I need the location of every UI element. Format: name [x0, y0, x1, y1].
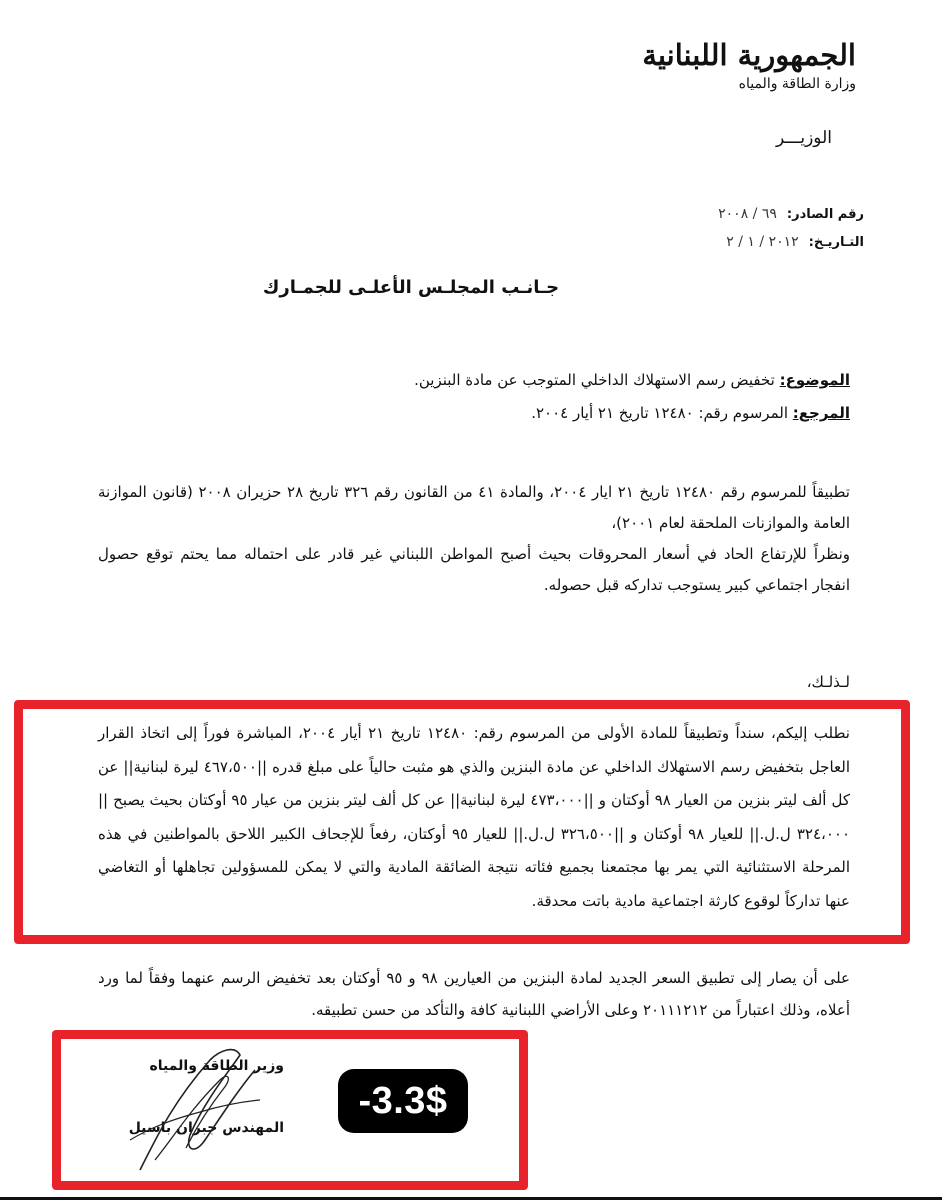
highlight-box-request	[14, 700, 910, 944]
signatory-name: المهندس جبران باسيل	[128, 1120, 284, 1136]
handwritten-signature	[120, 1040, 270, 1180]
price-reduction-badge: -3.3$	[338, 1069, 468, 1133]
closing-paragraph: على أن يصار إلى تطبيق السعر الجديد لمادة البنزين من العيارين ٩٨ و ٩٥ أوكتان بعد تخفيض الرسم عنهما وفقاً لما ورد أعلاه، وذلك اعتباراً من ٢٠١١١٢١٢ وعلى الأراضي اللبنانية كافة والتأكد من حسن تطبيقه.	[98, 969, 850, 1019]
issue-number-value: ٦٩ / ٢٠٠٨	[718, 206, 777, 222]
subject-block	[90, 364, 850, 430]
issue-number-label: رقم الصادر:	[786, 206, 864, 222]
letterhead	[636, 40, 856, 92]
subject-line	[90, 364, 850, 397]
letter-body	[98, 477, 850, 601]
body-paragraph-1: تطبيقاً للمرسوم رقم ١٢٤٨٠ تاريخ ٢١ ايار ٢٠٠٤، والمادة ٤١ من القانون رقم ٣٢٦ تاريخ ٢٨ حزيران ٢٠٠٨ (قانون الموازنة العامة والموازنات الملحقة لعام ٢٠٠١)،	[98, 483, 850, 532]
issue-number-row	[534, 200, 864, 228]
republic-name: الجمهورية اللبنانية	[642, 38, 856, 72]
ministry-name: وزارة الطاقة والمياه	[738, 75, 856, 92]
subject-text: تخفيض رسم الاستهلاك الداخلي المتوجب عن مادة البنزين.	[414, 371, 775, 389]
date-label: التـاريـخ:	[808, 234, 864, 250]
body-paragraph-2: ونظراً للإرتفاع الحاد في أسعار المحروقات بحيث أصبح المواطن اللبناني غير قادر على احتماله مما يحتم توقع حصول انفجار اجتماعي كبير يستوجب تداركه قبل حصوله.	[98, 545, 850, 594]
reference-text: المرسوم رقم: ١٢٤٨٠ تاريخ ٢١ أيار ٢٠٠٤.	[531, 404, 788, 422]
date-value: ٢٠١٢ / ١ / ٢	[726, 234, 799, 250]
request-paragraph: نطلب إليكم، سنداً وتطبيقاً للمادة الأولى من المرسوم رقم: ١٢٤٨٠ تاريخ ٢١ أيار ٢٠٠٤، المباشرة فوراً إلى اتخاذ القرار العاجل بتخفيض رسم الاستهلاك الداخلي عن مادة البنزين والذي هو مثبت حالياً على مبلغ قدره ||٤٦٧،٥٠٠ ليرة لبنانية|| عن كل ألف ليتر بنزين من العيار ٩٨ أوكتان و ||٤٧٣،٠٠٠ ليرة لبنانية|| عن كل ألف ليتر بنزين من عيار ٩٥ أوكتان بحيث يصبح ||٣٢٤،٠٠٠ ل.ل.|| للعيار ٩٨ أوكتان و ||٣٢٦،٥٠٠ ل.ل.|| للعيار ٩٥ أوكتان، رفعاً للإجحاف الكبير اللاحق بالمواطنين في هذه المرحلة الاستثنائية التي يمر بها مجتمعنا بجميع فئاته نتيجة الضائقة المادية والتي لا يمكن للمسؤولين تجاهلها أو التغاضي عنها تداركاً لوقوع كارثة اجتماعية مادية باتت محدقة.	[98, 724, 851, 910]
subject-label: الموضوع:	[779, 371, 850, 389]
reference-label: المرجع:	[792, 404, 850, 422]
closing-body	[98, 962, 850, 1026]
document-meta	[534, 200, 864, 256]
therefore-line: لـذلـك،	[806, 673, 850, 691]
addressee: جـانـب المجلـس الأعلـى للجمـارك	[262, 277, 560, 298]
signatory-title: وزير الطاقة والمياه	[149, 1058, 284, 1074]
reference-line	[90, 397, 850, 430]
minister-title: الوزيـــر	[776, 128, 832, 148]
date-row	[534, 228, 864, 256]
